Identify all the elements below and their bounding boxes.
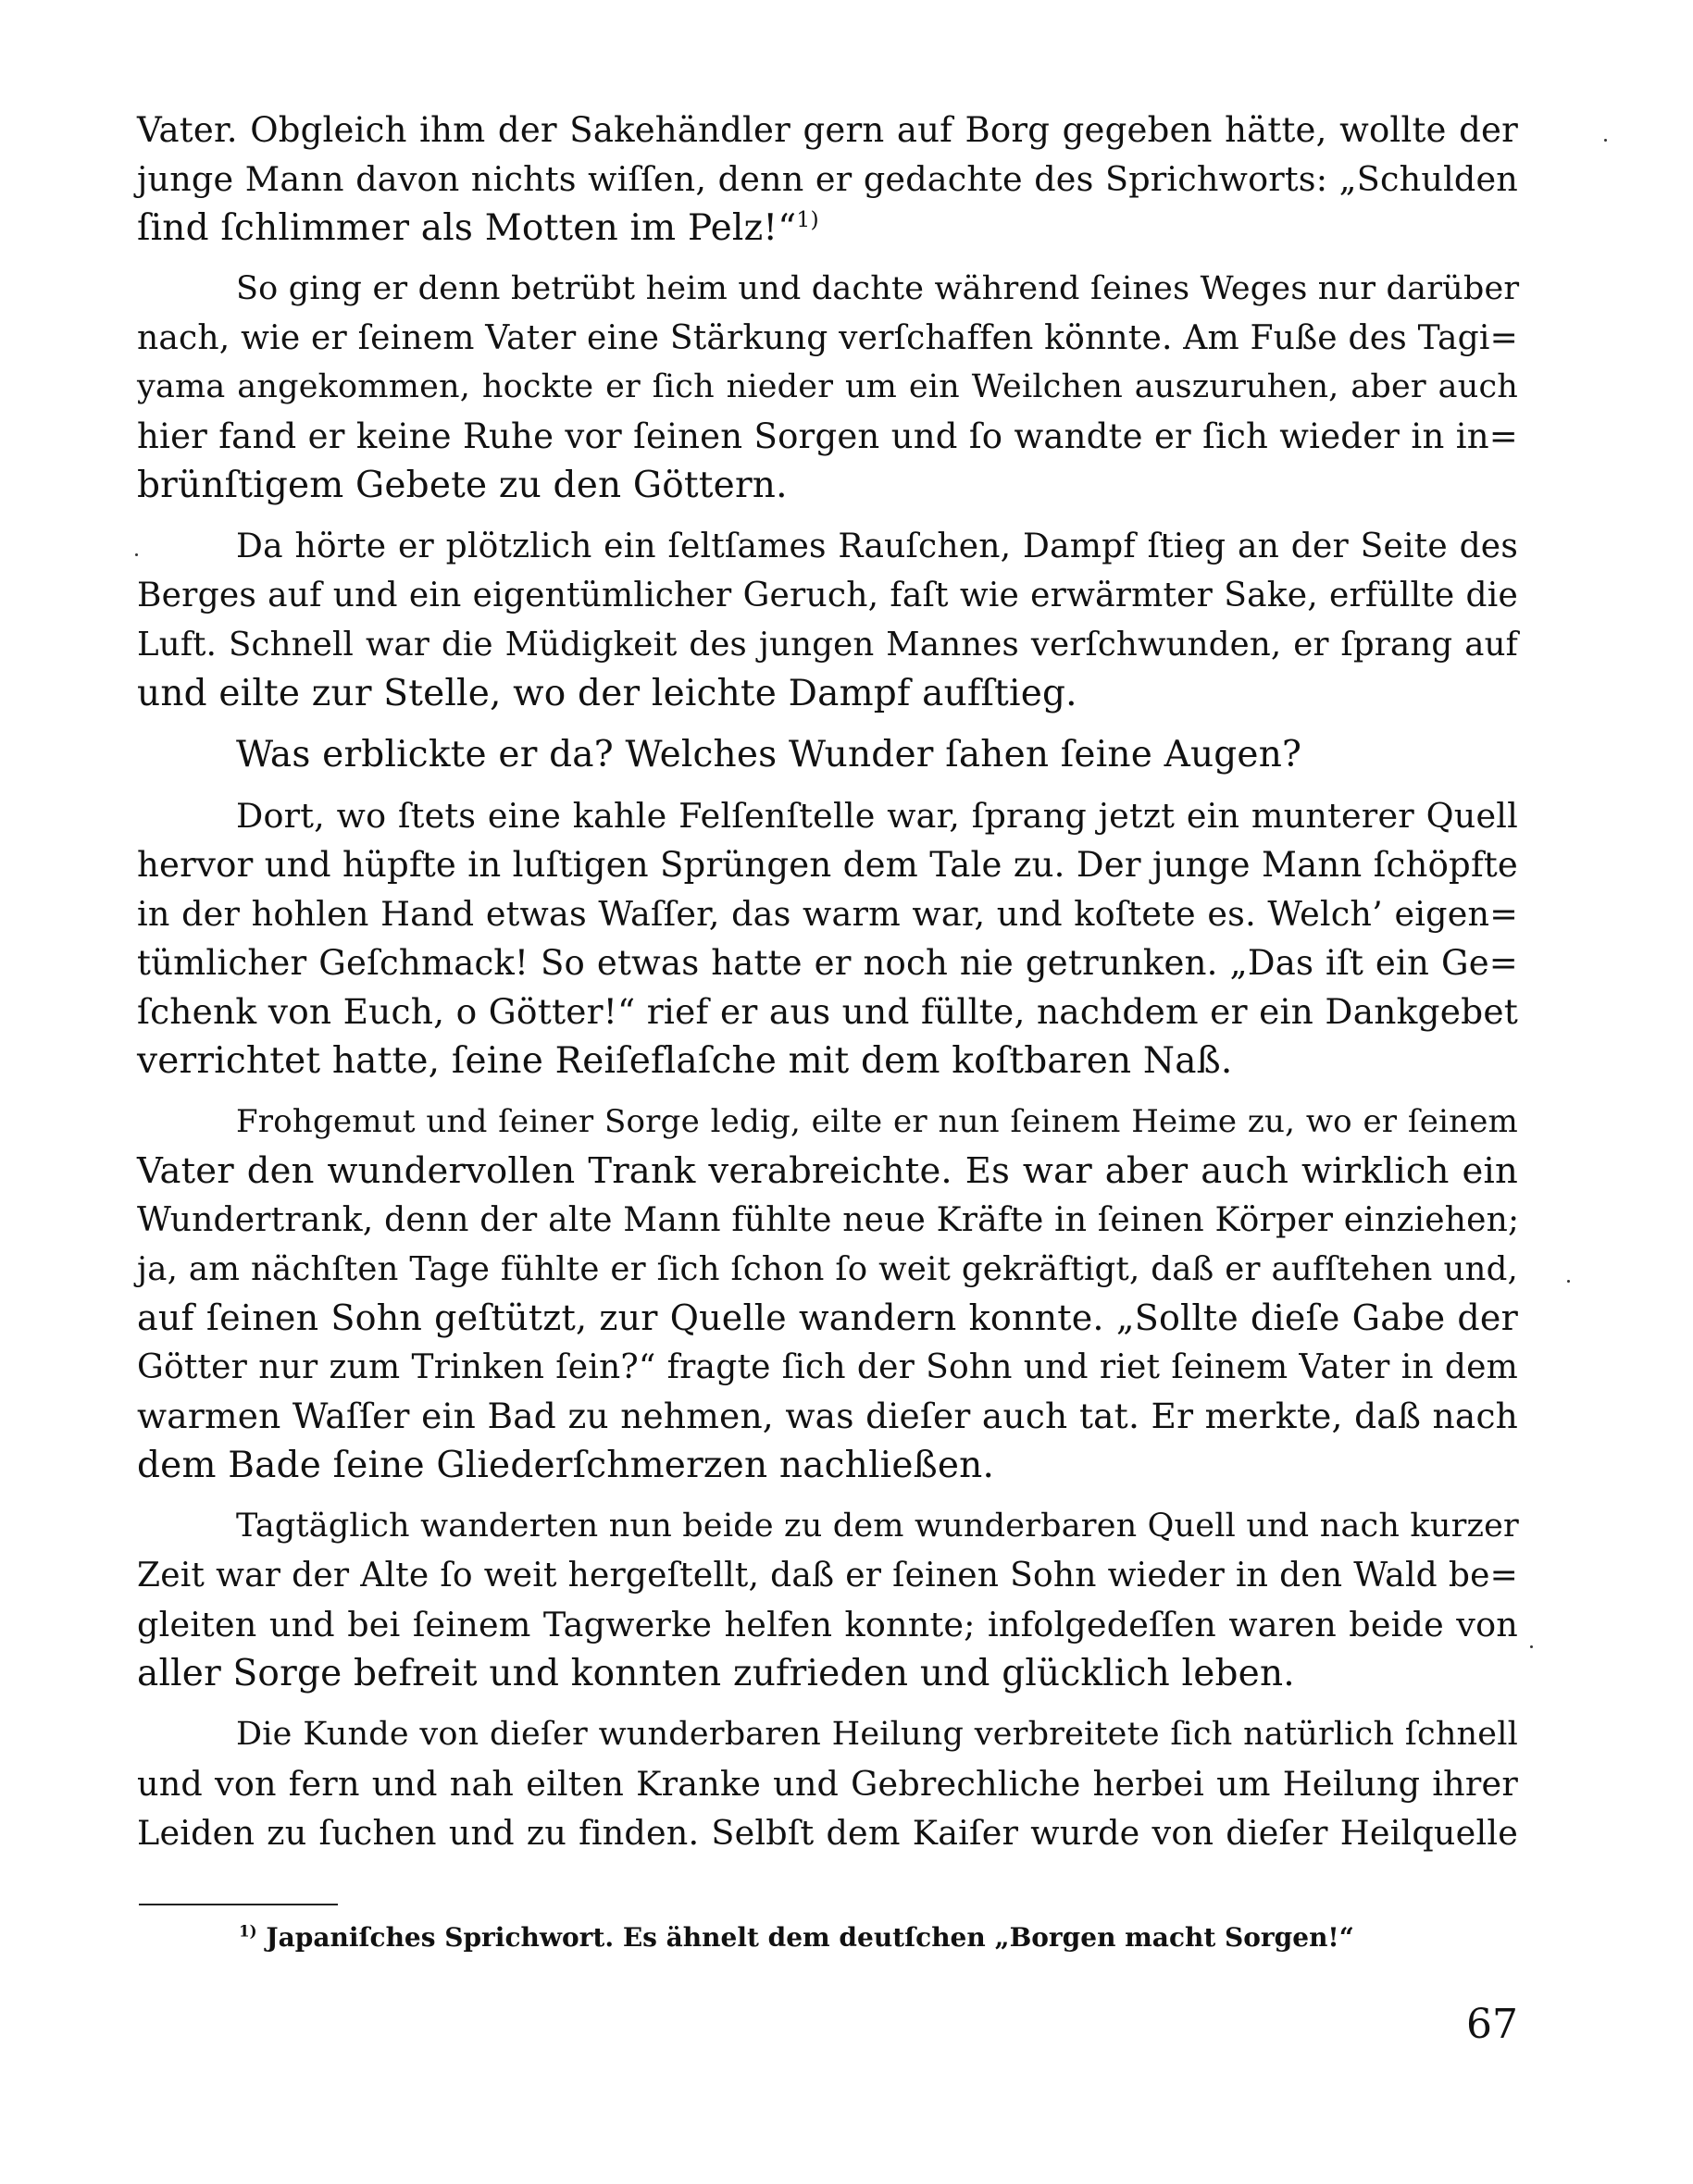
text-line (137, 1294, 1518, 1343)
paragraph (137, 1502, 1518, 1698)
text-line-content: ſchenk von Euch, o Götter!“ rief er aus und füllte, nachdem er ein Dankgebet (137, 991, 1518, 1032)
text-line (137, 1343, 1518, 1392)
text-line (137, 1502, 1518, 1551)
text-line-content: aller Sorge befreit und konnten zufrieden und glücklich leben. (137, 1653, 1295, 1694)
text-line (137, 522, 1518, 571)
paragraph (137, 1098, 1518, 1490)
text-line (137, 620, 1518, 669)
text-line (137, 1441, 1518, 1490)
text-line (137, 1392, 1518, 1441)
text-line (137, 1245, 1518, 1294)
text-line (137, 265, 1518, 314)
text-line-content: ja, am nächſten Tage fühlte er ſich ſchon ſo weit gekräftigt, daß er aufſtehen und, (137, 1250, 1518, 1288)
text-line (137, 363, 1518, 412)
scan-speck (135, 553, 138, 556)
text-line-content: und von fern und nah eilten Kranke und Gebrechliche herbei um Heilung ihrer (137, 1764, 1518, 1804)
text-line (137, 938, 1518, 987)
paragraph (137, 730, 1518, 779)
paragraph (137, 522, 1518, 718)
text-line (137, 1808, 1518, 1857)
text-line-content: auf ſeinen Sohn geſtützt, zur Quelle wandern konnte. „Sollte dieſe Gabe der (137, 1297, 1518, 1338)
text-line-content: Frohgemut und ſeiner Sorge ledig, eilte er nun ſeinem Heime zu, wo er ſeinem (236, 1103, 1518, 1140)
text-line (137, 412, 1518, 461)
text-line-content: gleiten und bei ſeinem Tagwerke helfen konnte; infolgedeſſen waren beide von (137, 1605, 1518, 1644)
text-line (137, 1196, 1518, 1245)
text-line (137, 314, 1518, 363)
paragraph (137, 265, 1518, 510)
text-line-content: tümlicher Geſchmack! So etwas hatte er noch nie getrunken. „Das iſt ein Ge= (137, 943, 1518, 983)
text-line-content: Dort, wo ſtets eine kahle Felſenſtelle war, ſprang jetzt ein munterer Quell (236, 796, 1518, 836)
text-line-content: hier fand er keine Ruhe vor ſeinen Sorgen und ſo wandte er ſich wieder in in= (137, 416, 1518, 456)
text-line (137, 1649, 1518, 1698)
text-line-content: Vater den wundervollen Trank verabreichte. Es war aber auch wirklich ein (137, 1150, 1518, 1192)
text-line-content: Vater. Obgleich ihm der Sakehändler gern auf Borg gegeben hätte, wollte der (137, 110, 1518, 150)
scan-speck (1604, 139, 1607, 142)
text-line-content: Götter nur zum Trinken ſein?“ fragte ſich der Sohn und riet ſeinem Vater in dem (137, 1348, 1518, 1386)
scan-speck (1530, 1645, 1533, 1648)
paragraph (137, 105, 1518, 253)
text-line-content: und eilte zur Stelle, wo der leichte Dampf aufſtieg. (137, 673, 1077, 714)
text-line (137, 791, 1518, 840)
page-number: 67 (1466, 2001, 1518, 2048)
text-line-content: in der hohlen Hand etwas Waſſer, das warm war, und koſtete es. Welch’ eigen= (137, 894, 1518, 934)
text-line-content: Luft. Schnell war die Müdigkeit des jungen Mannes verſchwunden, er ſprang auf (137, 626, 1518, 664)
footnote-reference[interactable]: 1) (796, 206, 819, 232)
text-line-content: ſind ſchlimmer als Motten im Pelz!“ (137, 207, 797, 249)
text-line (137, 987, 1518, 1036)
text-line (137, 105, 1518, 155)
text-line (137, 1710, 1518, 1759)
text-line (137, 204, 1518, 253)
text-line-content: Zeit war der Alte ſo weit hergeſtellt, daß er ſeinen Sohn wieder in den Wald be= (137, 1557, 1518, 1595)
footnote-text: Japaniſches Sprichwort. Es ähnelt dem deutſchen „Borgen macht Sorgen!“ (266, 1922, 1354, 1953)
text-line-content: Leiden zu ſuchen und zu finden. Selbſt dem Kaiſer wurde von dieſer Heilquelle (137, 1813, 1518, 1853)
text-line-content: Tagtäglich wanderten nun beide zu dem wunderbaren Quell und nach kurzer (236, 1508, 1519, 1545)
text-line (137, 1759, 1518, 1808)
paragraph (137, 1710, 1518, 1857)
text-line-content: So ging er denn betrübt heim und dachte während ſeines Weges nur darüber (236, 270, 1520, 307)
footnote-marker: 1) (239, 1921, 257, 1941)
text-line-content: yama angekommen, hockte er ſich nieder um ein Weilchen auszuruhen, aber auch (137, 368, 1518, 405)
text-line (137, 669, 1518, 718)
text-line-content: Da hörte er plötzlich ein ſeltſames Rauſchen, Dampf ſtieg an der Seite des (236, 527, 1518, 565)
text-line-content: hervor und hüpfte in luſtigen Sprüngen dem Tale zu. Der junge Mann ſchöpfte (137, 845, 1518, 885)
text-line-content: verrichtet hatte, ſeine Reiſeflaſche mit dem koſtbaren Naß. (137, 1040, 1233, 1082)
scan-speck (1567, 1280, 1570, 1283)
footnote-separator-rule (139, 1904, 338, 1905)
text-line-content: nach, wie er ſeinem Vater eine Stärkung verſchaffen könnte. Am Fuße des Tagi= (137, 319, 1518, 357)
text-line (137, 1600, 1518, 1649)
text-line (137, 571, 1518, 620)
text-line-content: Berges auf und ein eigentümlicher Geruch, faſt wie erwärmter Sake, erfüllte die (137, 577, 1518, 614)
text-line (137, 461, 1518, 510)
text-line-content: Wundertrank, denn der alte Mann fühlte neue Kräfte in ſeinen Körper einziehen; (137, 1201, 1520, 1239)
text-line (137, 840, 1518, 889)
text-line-content: dem Bade ſeine Gliederſchmerzen nachließen. (137, 1445, 995, 1486)
text-line-content: Die Kunde von dieſer wunderbaren Heilung verbreitete ſich natürlich ſchnell (236, 1716, 1518, 1753)
text-line (137, 1551, 1518, 1600)
text-line-content: brünſtigem Gebete zu den Göttern. (137, 465, 788, 506)
text-line-content: Was erblickte er da? Welches Wunder ſahen ſeine Augen? (236, 734, 1302, 776)
text-line (137, 1036, 1518, 1086)
text-line (137, 155, 1518, 204)
text-line-content: warmen Waſſer ein Bad zu nehmen, was dieſer auch tat. Er merkte, daß nach (137, 1396, 1518, 1436)
text-line (137, 1098, 1518, 1147)
footnote (239, 1919, 1354, 1956)
text-line-content: junge Mann davon nichts wiſſen, denn er gedachte des Sprichworts: „Schulden (137, 159, 1518, 199)
text-line (137, 1147, 1518, 1196)
paragraph (137, 791, 1518, 1086)
text-line (137, 889, 1518, 938)
text-line (137, 730, 1518, 779)
body-text (137, 105, 1518, 1869)
